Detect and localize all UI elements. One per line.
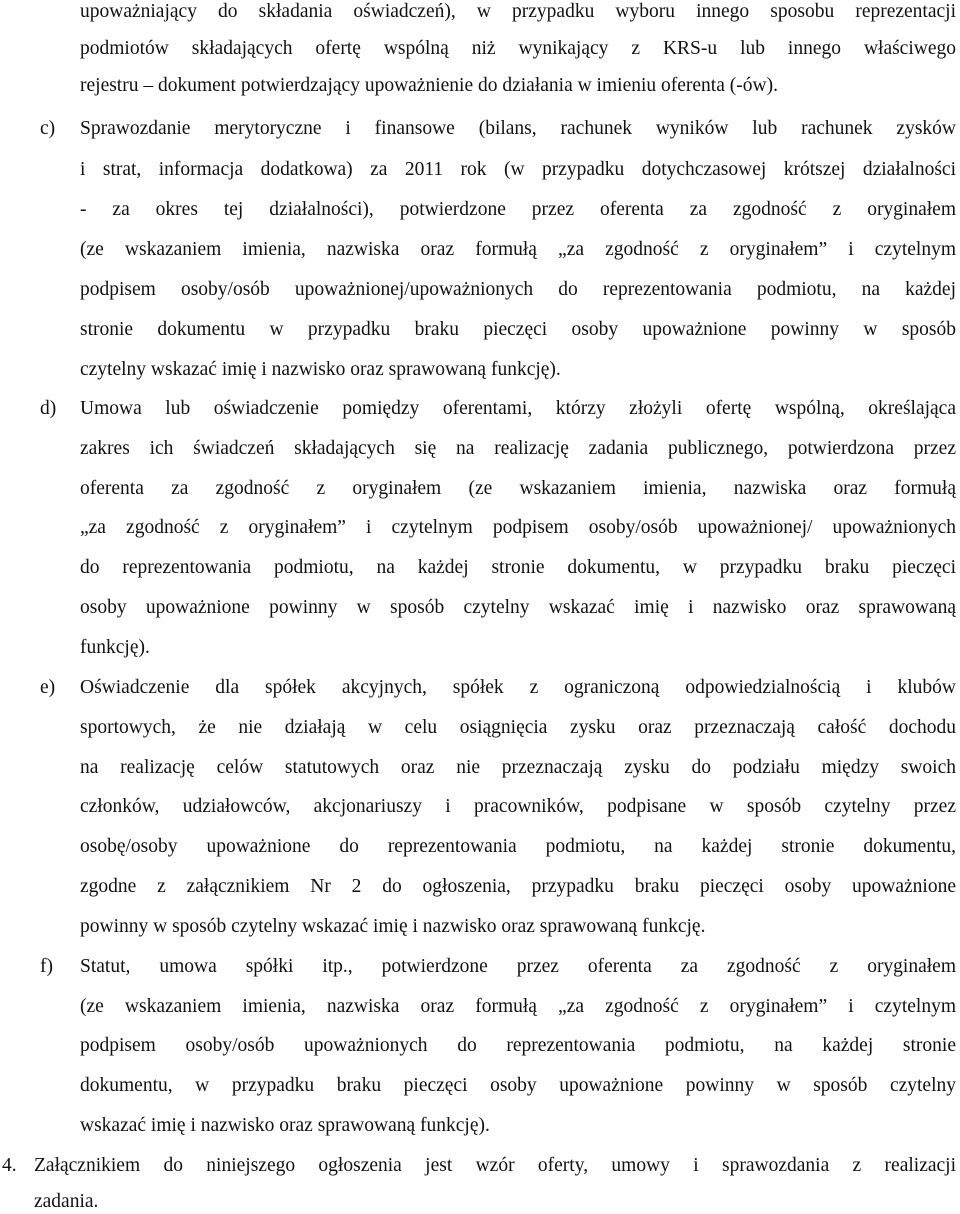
text-line: Statut, umowa spółki itp., potwierdzone przez oferenta za zgodność z oryginałem [80,956,956,977]
text-line: - za okres tej działalności), potwierdzone przez oferenta za zgodność z oryginałem [80,199,956,220]
text-line: Oświadczenie dla spółek akcyjnych, spółek z ograniczoną odpowiedzialnością i klubów [80,677,956,698]
list-marker: f) [40,956,53,977]
text-line: sportowych, że nie działają w celu osiągnięcia zysku oraz przeznaczają całość dochodu [80,717,956,738]
text-line: stronie dokumentu w przypadku braku pieczęci osoby upoważnione powinny w sposób [80,319,956,340]
list-marker: 4. [2,1155,17,1176]
list-marker: e) [40,677,56,698]
text-line: na realizację celów statutowych oraz nie przeznaczają zysku do podziału między swoich [80,757,956,778]
text-line: podpisem osoby/osób upoważnionych do reprezentowania podmiotu, na każdej stronie [80,1035,956,1056]
text-line: dokumentu, w przypadku braku pieczęci osoby upoważnione powinny w sposób czytelny [80,1075,956,1096]
text-line: Sprawozdanie merytoryczne i finansowe (bilans, rachunek wyników lub rachunek zysków [80,118,956,139]
list-marker: c) [40,118,56,139]
text-line: rejestru – dokument potwierdzający upoważnienie do działania w imieniu oferenta (-ów). [80,75,778,96]
text-line: czytelny wskazać imię i nazwisko oraz sprawowaną funkcję). [80,359,561,380]
text-line: i strat, informacja dodatkowa) za 2011 rok (w przypadku dotychczasowej krótszej działalności [80,159,956,180]
text-line: wskazać imię i nazwisko oraz sprawowaną funkcję). [80,1115,490,1136]
text-line: Umowa lub oświadczenie pomiędzy oferentami, którzy złożyli ofertę wspólną, określająca [80,398,956,419]
text-line: podmiotów składających ofertę wspólną niż wynikający z KRS-u lub innego właściwego [80,38,956,59]
text-line: zakres ich świadczeń składających się na realizację zadania publicznego, potwierdzona przez [80,438,956,459]
list-marker: d) [40,398,57,419]
text-line: Załącznikiem do niniejszego ogłoszenia jest wzór oferty, umowy i sprawozdania z realizacji [34,1155,956,1176]
text-line: osobę/osoby upoważnione do reprezentowania podmiotu, na każdej stronie dokumentu, [80,836,956,857]
text-line: „za zgodność z oryginałem” i czytelnym podpisem osoby/osób upoważnionej/ upoważnionych [80,517,956,538]
text-line: (ze wskazaniem imienia, nazwiska oraz formułą „za zgodność z oryginałem” i czytelnym [80,996,956,1017]
text-line: powinny w sposób czytelny wskazać imię i nazwisko oraz sprawowaną funkcję. [80,916,706,937]
text-line: zgodne z załącznikiem Nr 2 do ogłoszenia, przypadku braku pieczęci osoby upoważnione [80,876,956,897]
text-line: upoważniający do składania oświadczeń), w przypadku wyboru innego sposobu reprezentacji [80,1,956,22]
text-line: (ze wskazaniem imienia, nazwiska oraz formułą „za zgodność z oryginałem” i czytelnym [80,239,956,260]
text-line: członków, udziałowców, akcjonariuszy i pracowników, podpisane w sposób czytelny przez [80,796,956,817]
text-line: osoby upoważnione powinny w sposób czytelny wskazać imię i nazwisko oraz sprawowaną [80,597,956,618]
text-line: podpisem osoby/osób upoważnionej/upoważnionych do reprezentowania podmiotu, na każdej [80,279,956,300]
text-line: oferenta za zgodność z oryginałem (ze wskazaniem imienia, nazwiska oraz formułą [80,478,956,499]
text-line: zadania. [34,1191,99,1212]
text-line: funkcję). [80,637,150,658]
text-line: do reprezentowania podmiotu, na każdej stronie dokumentu, w przypadku braku pieczęci [80,557,956,578]
